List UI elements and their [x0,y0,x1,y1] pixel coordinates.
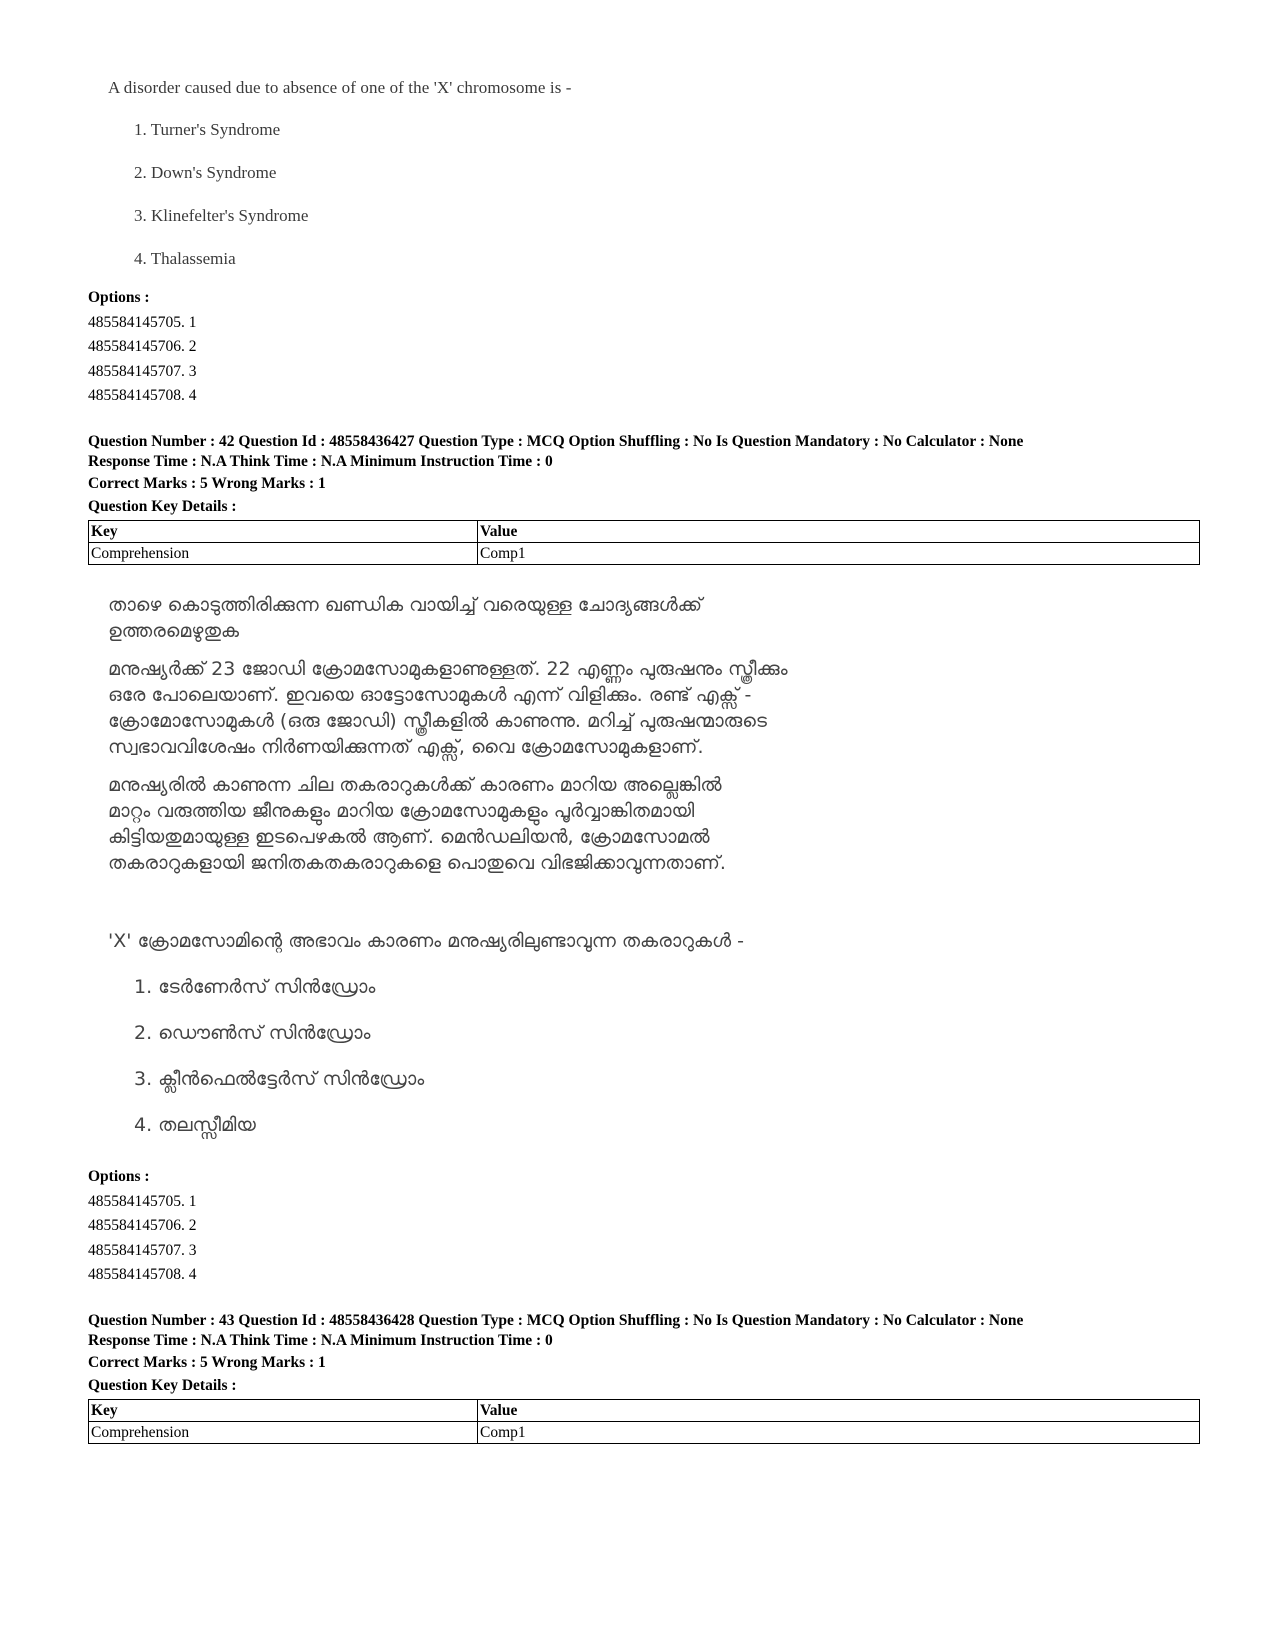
mal-line: തകരാറുകളായി ജനിതകതകരാറുകളെ പൊതുവെ വിഭജിക്കാവുന്നതാണ്. [108,852,726,874]
option-item: 485584145707. 3 [88,362,197,380]
mal-line: മനുഷ്യർക്ക് 23 ജോഡി ക്രോമസോമുകളാണുള്ളത്. 22 എണ്ണം പുരുഷനും സ്ത്രീക്കും [108,658,788,680]
question-meta-line: Response Time : N.A Think Time : N.A Minimum Instruction Time : 0 [88,453,553,470]
options-label: Options : [88,1168,150,1185]
table-header-value: Value [478,521,1200,543]
q42-options [88,1165,197,1288]
q41-image-choice: 3. Klinefelter's Syndrome [134,206,309,225]
q41-image-stem: A disorder caused due to absence of one of the 'X' chromosome is - [108,78,572,97]
table-header-key: Key [89,1400,478,1422]
question-meta-line: Question Number : 43 Question Id : 48558436428 Question Type : MCQ Option Shuffling : No Is Question Mandatory : No Calculator : None [88,1312,1024,1329]
mal-question-stem: 'X' ക്രോമസോമിന്റെ അഭാവം കാരണം മനുഷ്യരിലുണ്ടാവുന്ന തകരാറുകൾ - [108,930,744,952]
q43-key-details-label: Question Key Details : [88,1377,237,1394]
mal-line: ഉത്തരമെഴുതുക [108,620,240,642]
q43-meta [88,1311,1023,1351]
option-item: 485584145708. 4 [88,1266,197,1283]
q41-options [88,286,197,409]
mal-choice: 3. ക്ലീൻഫെൽട്ടേർസ് സിൻഡ്രോം [134,1068,425,1090]
mal-line: ക്രോമോസോമുകൾ (ഒരു ജോഡി) സ്ത്രീകളിൽ കാണുന്നു. മറിച്ച് പുരുഷന്മാരുടെ [108,710,767,732]
mal-paragraph-1 [108,656,788,760]
mal-line: കിട്ടിയതുമായുള്ള ഇടപെഴകൽ ആണ്. മെൻഡലിയൻ, ക്രോമസോമൽ [108,826,710,848]
table-cell-key: Comprehension [89,543,478,565]
mal-choice: 1. ടേർണേർസ് സിൻഡ്രോം [134,976,376,998]
table-header-key: Key [89,521,478,543]
mal-line: മനുഷ്യരിൽ കാണുന്ന ചില തകരാറുകൾക്ക് കാരണം മാറിയ അല്ലെങ്കിൽ [108,774,722,796]
option-item: 485584145705. 1 [88,313,197,331]
mal-line: മാറ്റം വരുത്തിയ ജീനുകളും മാറിയ ക്രോമസോമുകളും പൂർവ്വാങ്കിതമായി [108,800,695,822]
mal-paragraph-2 [108,772,726,876]
option-item: 485584145706. 2 [88,1217,197,1234]
table-row [89,1422,1200,1444]
q41-image-choice: 1. Turner's Syndrome [134,120,281,139]
table-header-row [89,1400,1200,1422]
question-meta-line: Question Number : 42 Question Id : 48558436427 Question Type : MCQ Option Shuffling : No Is Question Mandatory : No Calculator : None [88,433,1024,450]
mal-choice: 4. തലസ്സീമിയ [134,1114,256,1136]
q42-meta [88,432,1023,472]
table-row [89,543,1200,565]
table-cell-value: Comp1 [478,543,1200,565]
options-label: Options : [88,289,150,306]
mal-choice: 2. ഡൌൺസ് സിൻഡ്രോം [134,1022,371,1044]
option-item: 485584145705. 1 [88,1192,197,1210]
table-cell-key: Comprehension [89,1422,478,1444]
option-item: 485584145708. 4 [88,387,197,404]
q43-marks: Correct Marks : 5 Wrong Marks : 1 [88,1354,326,1371]
question-meta-line: Response Time : N.A Think Time : N.A Minimum Instruction Time : 0 [88,1332,553,1349]
table-header-value: Value [478,1400,1200,1422]
mal-line: താഴെ കൊടുത്തിരിക്കുന്ന ഖണ്ഡിക വായിച്ച് വരെയുള്ള ചോദ്യങ്ങൾക്ക് [108,594,703,616]
q42-key-details-label: Question Key Details : [88,498,237,515]
q43-key-table [88,1399,1200,1444]
table-cell-value: Comp1 [478,1422,1200,1444]
mal-instruction [108,592,702,644]
q41-image-choice: 2. Down's Syndrome [134,163,277,182]
q42-marks: Correct Marks : 5 Wrong Marks : 1 [88,475,326,492]
option-item: 485584145707. 3 [88,1241,197,1259]
mal-line: സ്വഭാവവിശേഷം നിർണയിക്കുന്നത് എക്സ്, വൈ ക്രോമസോമുകളാണ്. [108,736,704,758]
option-item: 485584145706. 2 [88,338,197,355]
mal-line: ഒരേ പോലെയാണ്. ഇവയെ ഓട്ടോസോമുകൾ എന്ന് വിളിക്കും. രണ്ട് എക്സ് - [108,684,752,706]
q41-image-choice: 4. Thalassemia [134,249,236,268]
q42-key-table [88,520,1200,565]
table-header-row [89,521,1200,543]
